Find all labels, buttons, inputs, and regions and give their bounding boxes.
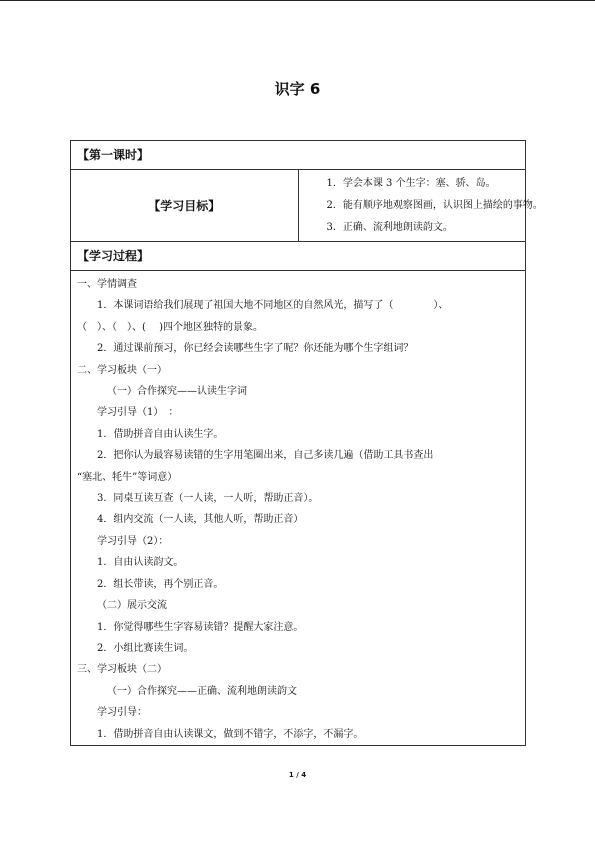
lesson-table-container (70, 140, 543, 746)
process-line: 学习引导（1） ： (97, 407, 179, 419)
process-line: 3．同桌互读互查（一人读，一人听，帮助正音）。 (97, 493, 319, 505)
lesson-table (70, 140, 543, 746)
process-line: 1．你觉得哪些生字容易读错？提醒大家注意。 (97, 621, 304, 633)
process-line: 2．通过课前预习，你已经会读哪些生字了呢？你还能为哪个生字组词？ (97, 343, 414, 355)
section-row-process (71, 242, 526, 271)
goals-row (71, 170, 526, 242)
process-line: （一）合作探究——正确、流利地朗读韵文 (107, 685, 297, 697)
goals-content (298, 170, 543, 242)
page-title: 识字 6 (274, 80, 321, 98)
goal-item: 3．正确、流利地朗读韵文。 (326, 222, 453, 233)
process-line: 4．组内交流（一人读，其他人听，帮助正音） (97, 514, 304, 526)
process-line: “塞北、牦牛”等词意） (77, 471, 178, 483)
process-line: （二）展示交流 (97, 600, 167, 612)
process-line: 一、学情调查 (77, 279, 137, 290)
top-border-line (0, 0, 595, 1)
process-line: 2．把你认为最容易读错的生字用笔圈出来，自己多读几遍（借助工具书查出 (97, 450, 434, 462)
process-line: 1．自由认读韵文。 (97, 557, 184, 569)
process-content (71, 271, 526, 746)
section-header-first-lesson: 【第一课时】 (71, 141, 526, 170)
goals-list (299, 170, 543, 241)
process-line: （一）合作探究——认读生字词 (107, 386, 247, 398)
process-row (71, 271, 526, 746)
section-row-first-lesson (71, 141, 526, 170)
process-line: 学习引导： (97, 707, 147, 719)
process-line: 二、学习板块（一） (77, 364, 167, 376)
process-line: 1．本课词语给我们展现了祖国大地不同地区的自然风光，描写了（ ）、 (97, 300, 449, 312)
process-line: 2．组长带读，再个别正音。 (97, 578, 224, 590)
process-line: 2．小组比赛读生词。 (97, 642, 194, 654)
goal-item: 1．学会本课 3 个生字：塞、骄、岛。 (326, 178, 496, 189)
page-number: 1 / 4 (288, 771, 307, 779)
process-line: 1．借助拼音自由认读生字。 (97, 428, 224, 440)
process-line: （ ）、（ ）、( )四个地区独特的景象。 (77, 321, 263, 333)
goal-item: 2．能有顺序地观察图画，认识图上描绘的事物。 (326, 200, 543, 211)
goals-label: 【学习目标】 (71, 170, 299, 242)
process-line: 三、学习板块（二） (77, 664, 167, 676)
process-lines (77, 274, 519, 745)
process-line: 学习引导（2）： (97, 535, 169, 547)
process-line: 1．借助拼音自由认读课文，做到不错字，不添字，不漏字。 (97, 728, 364, 740)
section-header-process: 【学习过程】 (71, 242, 526, 271)
